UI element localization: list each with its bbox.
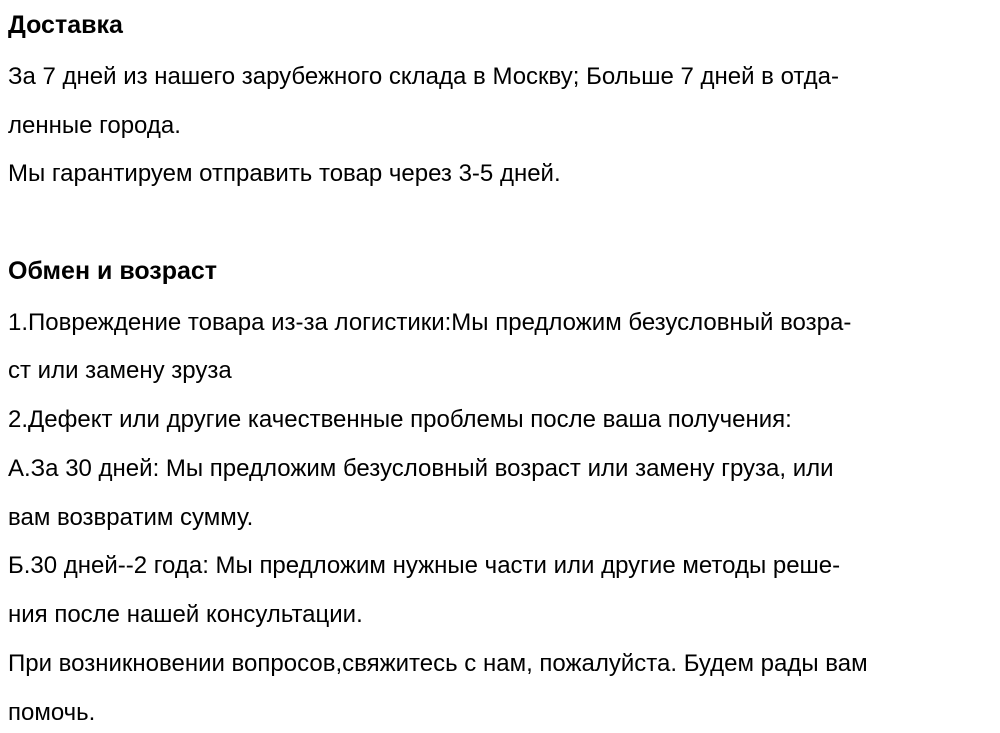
delivery-line: За 7 дней из нашего зарубежного склада в Москву; Больше 7 дней в отда- <box>8 63 839 90</box>
delivery-line: Мы гарантируем отправить товар через 3-5 дней. <box>8 160 561 187</box>
returns-line: А.За 30 дней: Мы предложим безусловный возраст или замену груза, или <box>8 455 834 482</box>
returns-heading: Обмен и возраст <box>8 257 218 285</box>
returns-line: ст или замену зруза <box>8 357 232 384</box>
returns-line: ния после нашей консультации. <box>8 601 363 628</box>
returns-line: вам возвратим сумму. <box>8 504 254 531</box>
returns-line: Б.30 дней--2 года: Мы предложим нужные части или другие методы реше- <box>8 552 841 579</box>
returns-line: При возникновении вопросов,свяжитесь с нам, пожалуйста. Будем рады вам <box>8 650 868 677</box>
returns-line: 1.Повреждение товара из-за логистики:Мы предложим безусловный возра- <box>8 309 852 336</box>
returns-line: 2.Дефект или другие качественные проблемы после ваша получения: <box>8 406 792 433</box>
returns-line: помочь. <box>8 699 96 726</box>
delivery-line: ленные города. <box>8 112 181 139</box>
delivery-heading: Доставка <box>8 11 123 39</box>
